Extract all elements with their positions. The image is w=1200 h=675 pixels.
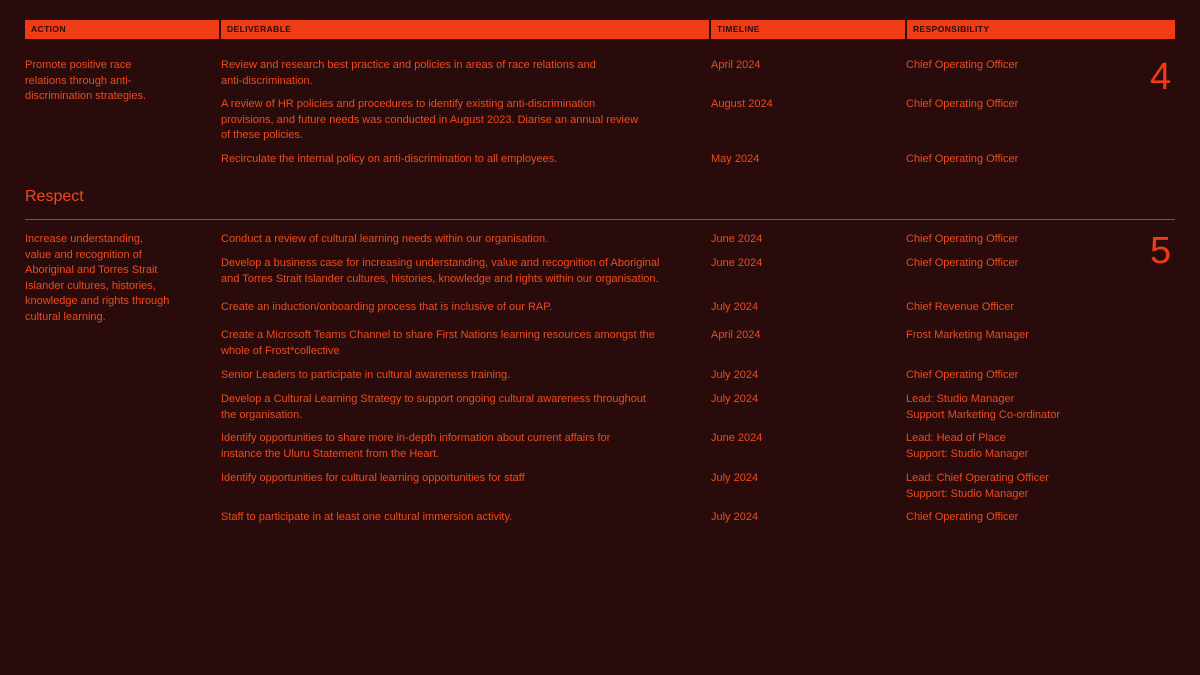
respect-heading: Respect [25, 188, 84, 205]
header-responsibility: RESPONSIBILITY [907, 20, 1175, 39]
section-5-row-2-timeline: June 2024 [711, 257, 763, 269]
section-5-row-6-deliverable: Develop a Cultural Learning Strategy to support ongoing cultural awareness throughout the organisation. [221, 393, 646, 421]
section-5-row-8-timeline: July 2024 [711, 472, 759, 484]
section-5-row-7-timeline: June 2024 [711, 432, 763, 444]
section-4-row-2-responsibility: Chief Operating Officer [906, 98, 1019, 110]
section-4-row-3-timeline: May 2024 [711, 153, 760, 165]
header-timeline: TIMELINE [711, 20, 905, 39]
section-4-row-3-deliverable: Recirculate the internal policy on anti-discrimination to all employees. [221, 153, 558, 165]
section-4-row-1-deliverable: Review and research best practice and policies in areas of race relations and anti-discrimination. [221, 59, 596, 87]
section-5-row-8-deliverable: Identify opportunities for cultural learning opportunities for staff [221, 472, 525, 484]
section-4-row-1-responsibility: Chief Operating Officer [906, 59, 1019, 71]
section-5-row-8-responsibility: Lead: Chief Operating Officer Support: Studio Manager [906, 472, 1049, 500]
section-5-number: 5 [1150, 230, 1172, 272]
section-5-row-7-deliverable: Identify opportunities to share more in-depth information about current affairs for instance the Uluru Statement from the Heart. [221, 432, 611, 460]
section-5-row-5-deliverable: Senior Leaders to participate in cultural awareness training. [221, 369, 511, 381]
section-5-action: Increase understanding, value and recognition of Aboriginal and Torres Strait Islander cultures, histories, knowledge and rights through cultural learning. [25, 233, 170, 323]
section-divider [25, 219, 1175, 220]
section-5-row-4-timeline: April 2024 [711, 329, 761, 341]
section-5-row-6-responsibility: Lead: Studio Manager Support Marketing Co-ordinator [906, 393, 1061, 421]
section-5-row-9-timeline: July 2024 [711, 511, 759, 523]
section-4-row-3-responsibility: Chief Operating Officer [906, 153, 1019, 165]
section-5-row-5-timeline: July 2024 [711, 369, 759, 381]
section-5-row-1-responsibility: Chief Operating Officer [906, 233, 1019, 245]
section-5-row-3-timeline: July 2024 [711, 301, 759, 313]
section-5-row-9-deliverable: Staff to participate in at least one cultural immersion activity. [221, 511, 513, 523]
section-5-row-5-responsibility: Chief Operating Officer [906, 369, 1019, 381]
section-4-row-1-timeline: April 2024 [711, 59, 761, 71]
section-5-row-2-deliverable: Develop a business case for increasing understanding, value and recognition of Aboriginal and Torres Strait Islander cultures, histories, knowledge and rights within our organisation. [221, 257, 660, 285]
header-deliverable: DELIVERABLE [221, 20, 709, 39]
section-5-row-7-responsibility: Lead: Head of Place Support: Studio Manager [906, 432, 1029, 460]
section-4-number: 4 [1150, 56, 1172, 98]
section-5-row-6-timeline: July 2024 [711, 393, 759, 405]
header-action: ACTION [25, 20, 219, 39]
section-5-row-3-responsibility: Chief Revenue Officer [906, 301, 1015, 313]
section-5-row-2-responsibility: Chief Operating Officer [906, 257, 1019, 269]
section-4-row-2-deliverable: A review of HR policies and procedures to identify existing anti-discrimination provisions, and future needs was conducted in August 2023. Diarise an annual review of these policies. [221, 98, 639, 142]
section-5-row-4-deliverable: Create a Microsoft Teams Channel to share First Nations learning resources amongst the whole of Frost*collective [221, 329, 655, 357]
section-5-row-9-responsibility: Chief Operating Officer [906, 511, 1019, 523]
section-4-action: Promote positive race relations through anti- discrimination strategies. [25, 59, 147, 103]
section-5-row-4-responsibility: Frost Marketing Manager [906, 329, 1029, 341]
section-5-row-1-timeline: June 2024 [711, 233, 763, 245]
section-4-row-2-timeline: August 2024 [711, 98, 773, 110]
section-5-row-1-deliverable: Conduct a review of cultural learning needs within our organisation. [221, 233, 549, 245]
section-5-row-3-deliverable: Create an induction/onboarding process that is inclusive of our RAP. [221, 301, 553, 313]
